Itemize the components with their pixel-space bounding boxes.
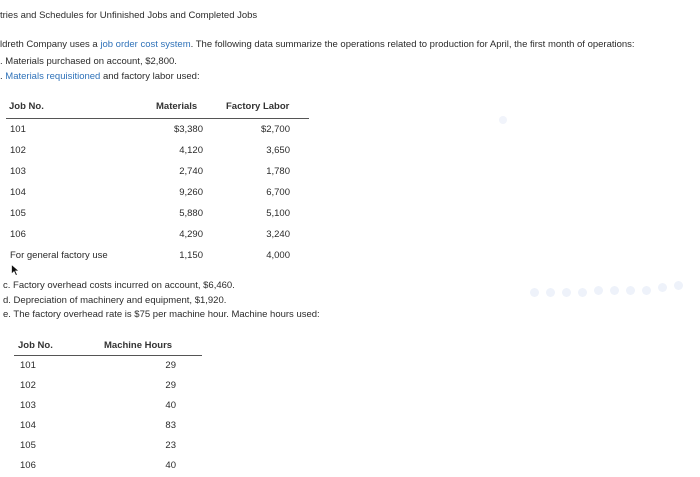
table-row: [6, 225, 309, 246]
table-row: [14, 397, 202, 417]
materials-cell: 9,260: [179, 187, 203, 198]
item-d: d. Depreciation of machinery and equipment, $1,920.: [3, 295, 227, 306]
table-row: [6, 183, 309, 204]
table-header: [14, 336, 202, 356]
labor-cell: 1,780: [266, 166, 290, 177]
col-job-no: Job No.: [18, 340, 53, 351]
job-cell: 103: [10, 166, 26, 177]
job-cell: 102: [20, 380, 36, 391]
job-cell: 104: [20, 420, 36, 431]
table-row: [14, 377, 202, 397]
decorative-dot: [562, 288, 571, 297]
table-row: [14, 437, 202, 457]
item-a: [0, 56, 177, 67]
mouse-pointer-icon: [11, 264, 20, 279]
item-a-text: Materials purchased on account, $2,800.: [5, 56, 177, 67]
labor-cell: 5,100: [266, 208, 290, 219]
decorative-dot: [578, 288, 587, 297]
decorative-dot: [594, 286, 603, 295]
table-row: [14, 357, 202, 377]
job-cell: 101: [10, 124, 26, 135]
materials-cell: 2,740: [179, 166, 203, 177]
table-row: [14, 457, 202, 477]
job-order-cost-system-link[interactable]: job order cost system: [100, 39, 191, 50]
job-cell: 106: [10, 229, 26, 240]
hours-cell: 23: [165, 440, 176, 451]
job-cell: 101: [20, 360, 36, 371]
hours-cell: 83: [165, 420, 176, 431]
decorative-dot: [626, 286, 635, 295]
item-b-suffix: and factory labor used:: [100, 71, 200, 82]
intro-suffix: . The following data summarize the operations related to production for April, the first month of operations:: [190, 39, 635, 50]
decorative-dot: [658, 283, 667, 292]
materials-cell: 4,290: [179, 229, 203, 240]
job-cell: 102: [10, 145, 26, 156]
materials-cell: $3,380: [173, 124, 203, 135]
labor-cell: 3,650: [266, 145, 290, 156]
decorative-dot: [610, 286, 619, 295]
hours-cell: 40: [165, 460, 176, 471]
decorative-dot: [674, 281, 683, 290]
page-title: tries and Schedules for Unfinished Jobs and Completed Jobs: [0, 10, 258, 21]
col-materials: Materials: [156, 101, 198, 112]
table-row: [6, 120, 309, 141]
intro-paragraph: [0, 39, 635, 50]
table-row: [6, 246, 309, 267]
hours-cell: 40: [165, 400, 176, 411]
item-b-marker: .: [0, 71, 3, 82]
job-cell: 103: [20, 400, 36, 411]
labor-cell: 6,700: [266, 187, 290, 198]
table-row: [6, 162, 309, 183]
job-cell: 104: [10, 187, 26, 198]
hours-cell: 29: [165, 360, 176, 371]
col-machine-hours: Machine Hours: [104, 340, 173, 351]
labor-cell: 3,240: [266, 229, 290, 240]
decorative-dot: [530, 288, 539, 297]
table-row: [14, 417, 202, 437]
labor-cell: 4,000: [266, 250, 290, 261]
job-cell: 105: [10, 208, 26, 219]
job-cell: 105: [20, 440, 36, 451]
intro-prefix: ldreth Company uses a: [0, 39, 101, 50]
table-row: [6, 204, 309, 225]
table-row: [6, 141, 309, 162]
materials-cell: 5,880: [179, 208, 203, 219]
hours-cell: 29: [165, 380, 176, 391]
decorative-dot: [499, 116, 507, 124]
job-cell: For general factory use: [10, 250, 108, 261]
item-b: [0, 71, 200, 82]
col-job-no: Job No.: [9, 101, 44, 112]
table-header: [6, 96, 309, 119]
decorative-dot: [546, 288, 555, 297]
labor-cell: $2,700: [260, 124, 290, 135]
materials-cell: 4,120: [179, 145, 203, 156]
item-a-marker: .: [0, 56, 3, 67]
item-e: e. The factory overhead rate is $75 per machine hour. Machine hours used:: [3, 309, 320, 320]
item-c: c. Factory overhead costs incurred on account, $6,460.: [3, 280, 235, 291]
materials-cell: 1,150: [179, 250, 203, 261]
decorative-dot: [642, 286, 651, 295]
job-cell: 106: [20, 460, 36, 471]
col-factory-labor: Factory Labor: [226, 101, 290, 112]
materials-requisitioned-link[interactable]: Materials requisitioned: [5, 71, 101, 82]
